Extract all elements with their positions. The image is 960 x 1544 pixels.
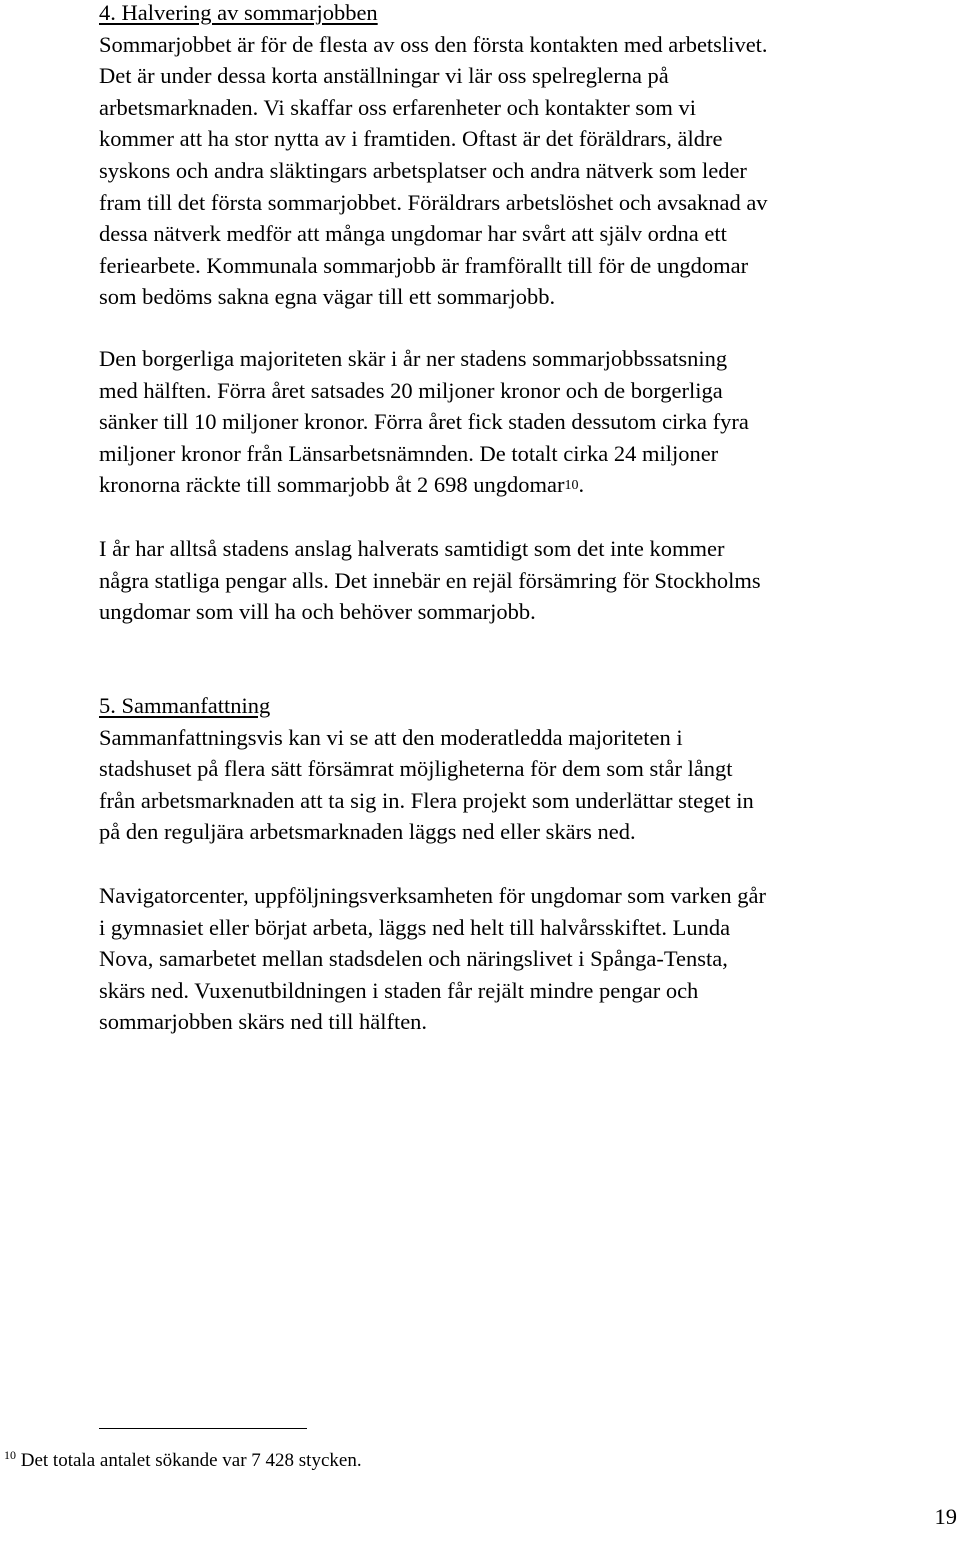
paragraph-line: skärs ned. Vuxenutbildningen i staden får rejält mindre pengar och (99, 977, 699, 1003)
paragraph-line-with-footnote (99, 469, 919, 501)
page-number: 19 (934, 1504, 957, 1529)
section-5-heading: 5. Sammanfattning (99, 693, 271, 718)
paragraph-line: i gymnasiet eller börjat arbeta, läggs ned helt till halvårsskiftet. Lunda (99, 914, 731, 940)
footnote-number: 10 (4, 1448, 16, 1462)
paragraph-line: feriearbete. Kommunala sommarjobb är framförallt till för de ungdomar (99, 252, 749, 278)
paragraph-line: Navigatorcenter, uppföljningsverksamheten för ungdomar som varken går (99, 883, 767, 908)
paragraph-line: från arbetsmarknaden att ta sig in. Flera projekt som underlättar steget in (99, 787, 754, 813)
paragraph-line: Nova, samarbetet mellan stadsdelen och näringslivet i Spånga-Tensta, (99, 946, 728, 972)
paragraph-line: Sammanfattningsvis kan vi se att den moderatledda majoriteten i (99, 724, 683, 750)
paragraph-line: syskons och andra släktingars arbetsplatser och andra nätverk som leder (99, 157, 747, 183)
section-5 (99, 690, 919, 848)
section-4-heading: 4. Halvering av sommarjobben (99, 0, 378, 25)
footnote-separator (99, 1428, 307, 1429)
paragraph-line: dessa nätverk medför att många ungdomar har svårt att själv ordna ett (99, 221, 727, 247)
paragraph-line: sommarjobben skärs ned till hälften. (99, 1009, 428, 1035)
paragraph-text: kronorna räckte till sommarjobb åt 2 698 ungdomar (99, 472, 565, 498)
paragraph-line: stadshuset på flera sätt försämrat möjligheterna för dem som står långt (99, 756, 733, 782)
footnote-text: Det totala antalet sökande var 7 428 stycken. (20, 1450, 362, 1471)
paragraph-line: Den borgerliga majoriteten skär i år ner stadens sommarjobbssatsning (99, 346, 728, 371)
footnote-reference: 10 (564, 478, 579, 494)
paragraph-line: Sommarjobbet är för de flesta av oss den första kontakten med arbetslivet. (99, 31, 768, 57)
paragraph-line: kommer att ha stor nytta av i framtiden. Oftast är det föräldrars, äldre (99, 126, 723, 152)
paragraph-line: miljoner kronor från Länsarbetsnämnden. De totalt cirka 24 miljoner (99, 440, 719, 466)
paragraph-line: med hälften. Förra året satsades 20 miljoner kronor och de borgerliga (99, 377, 723, 403)
paragraph-line: Det är under dessa korta anställningar vi lär oss spelreglerna på (99, 63, 669, 89)
footnote (4, 1449, 362, 1473)
paragraph-line: sänker till 10 miljoner kronor. Förra året fick staden dessutom cirka fyra (99, 409, 749, 435)
section-4 (99, 0, 919, 313)
paragraph-line: I år har alltså stadens anslag halverats samtidigt som det inte kommer (99, 536, 725, 561)
paragraph-line: några statliga pengar alls. Det innebär en rejäl försämring för Stockholms (99, 567, 761, 593)
section-4-paragraph-3 (99, 533, 919, 628)
section-5-paragraph-2 (99, 880, 919, 1038)
paragraph-line: som bedöms sakna egna vägar till ett sommarjobb. (99, 284, 556, 310)
paragraph-line: arbetsmarknaden. Vi skaffar oss erfarenheter och kontakter som vi (99, 94, 696, 120)
paragraph-text: . (578, 472, 585, 498)
paragraph-line: fram till det första sommarjobbet. Föräldrars arbetslöshet och avsaknad av (99, 189, 768, 215)
section-4-paragraph-2 (99, 343, 919, 501)
paragraph-line: på den reguljära arbetsmarknaden läggs ned eller skärs ned. (99, 819, 636, 845)
paragraph-line: ungdomar som vill ha och behöver sommarjobb. (99, 599, 536, 625)
